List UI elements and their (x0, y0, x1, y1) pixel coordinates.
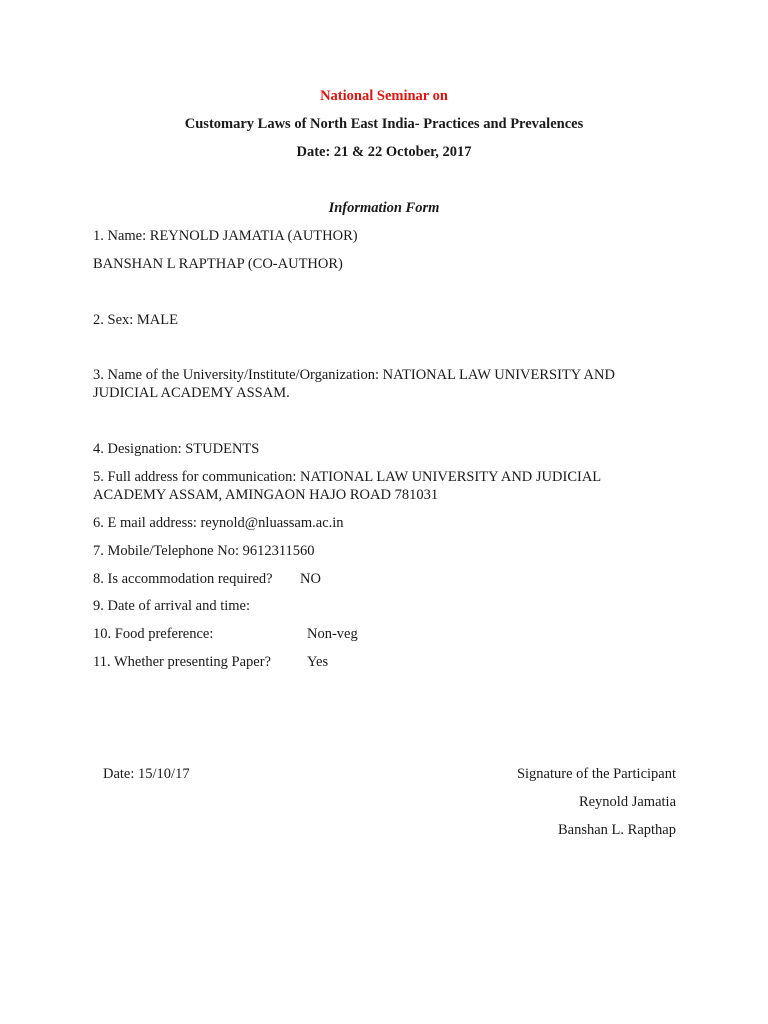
email-field: 6. E mail address: reynold@nluassam.ac.in (93, 515, 344, 531)
designation-field: 4. Designation: STUDENTS (93, 441, 260, 457)
paper-value: Yes (307, 654, 329, 670)
form-title: Information Form (328, 200, 440, 216)
footer-date: Date: 15/10/17 (103, 766, 190, 782)
signatory-2: Banshan L. Rapthap (558, 822, 676, 838)
signature-label: Signature of the Participant (516, 766, 676, 782)
seminar-topic: Customary Laws of North East India- Practices and Prevalences (184, 116, 584, 132)
signatory-1: Reynold Jamatia (578, 794, 676, 810)
accommodation-label: 8. Is accommodation required? (93, 571, 273, 587)
food-value: Non-veg (307, 626, 358, 642)
food-label: 10. Food preference: (93, 626, 214, 642)
seminar-heading: National Seminar on (320, 88, 448, 104)
accommodation-value: NO (300, 571, 321, 587)
sex-field: 2. Sex: MALE (93, 312, 178, 328)
name-line-2: BANSHAN L RAPTHAP (CO-AUTHOR) (93, 256, 343, 272)
arrival-field: 9. Date of arrival and time: (93, 598, 251, 614)
seminar-date: Date: 21 & 22 October, 2017 (296, 144, 472, 160)
address-line-2: ACADEMY ASSAM, AMINGAON HAJO ROAD 781031 (93, 487, 439, 503)
organization-line-1: 3. Name of the University/Institute/Organization: NATIONAL LAW UNIVERSITY AND (93, 367, 615, 383)
phone-field: 7. Mobile/Telephone No: 9612311560 (93, 543, 315, 559)
address-line-1: 5. Full address for communication: NATIONAL LAW UNIVERSITY AND JUDICIAL (93, 469, 602, 485)
name-line-1: 1. Name: REYNOLD JAMATIA (AUTHOR) (93, 228, 358, 244)
organization-line-2: JUDICIAL ACADEMY ASSAM. (93, 385, 290, 401)
paper-label: 11. Whether presenting Paper? (93, 654, 271, 670)
